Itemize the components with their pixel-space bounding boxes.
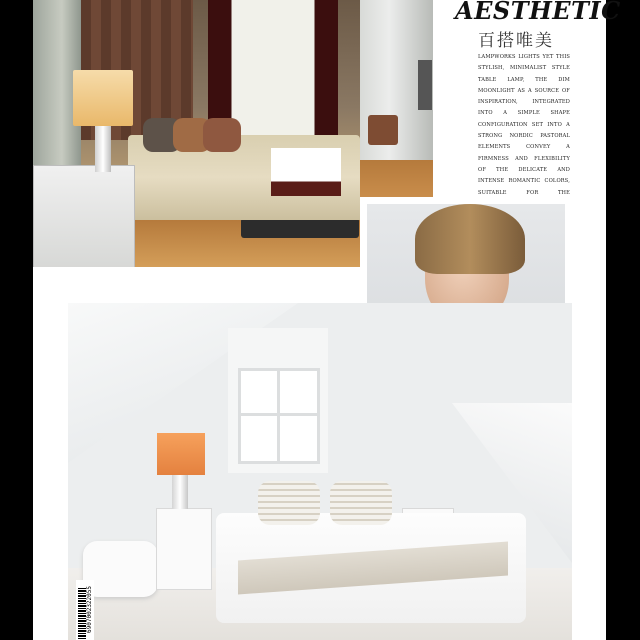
hair	[415, 204, 525, 274]
pillow	[258, 481, 320, 525]
page-heading: AESTHETIC	[455, 0, 621, 25]
rug	[241, 218, 359, 238]
nightstand	[156, 508, 212, 590]
body-paragraph: LAMPWORKS LIGHTS YET THIS STYLISH, MINIMALIST STYLE TABLE LAMP, THE DIM MOONLIGHT AS A SOURCE OF INSPIRATION, INTEGRATED INTO A SIMPLE SHAPE CONFIGURATION SET INTO A STRONG NORDIC PASTORAL ELEMENTS CONVEY A FIRMNESS AND FLEXIBILITY OF THE DELICATE AND INTENSE ROMANTIC COLORS, SUITABLE FOR THE	[478, 54, 570, 196]
attic-bedroom-photo	[68, 303, 572, 640]
table-lamp-shade	[73, 70, 133, 126]
curtained-window	[208, 0, 338, 135]
nightstand	[33, 165, 135, 267]
bedroom-photo-right	[360, 0, 433, 197]
table-lamp-base	[172, 475, 188, 509]
page-subheading: 百搭唯美	[478, 31, 554, 51]
pillow	[203, 118, 241, 152]
bedroom-photo-top	[33, 0, 360, 267]
chair	[368, 115, 398, 145]
table-lamp-base	[95, 126, 111, 172]
window	[238, 368, 320, 464]
bed-runner	[271, 148, 341, 196]
wood-floor	[360, 160, 433, 197]
barcode-bars	[78, 588, 86, 640]
pillow	[330, 481, 392, 525]
barcode-number: 6907002322055	[86, 586, 93, 633]
table-lamp-shade	[157, 433, 205, 475]
ottoman	[83, 541, 158, 597]
barcode	[76, 580, 94, 640]
wall-frame	[418, 60, 432, 110]
